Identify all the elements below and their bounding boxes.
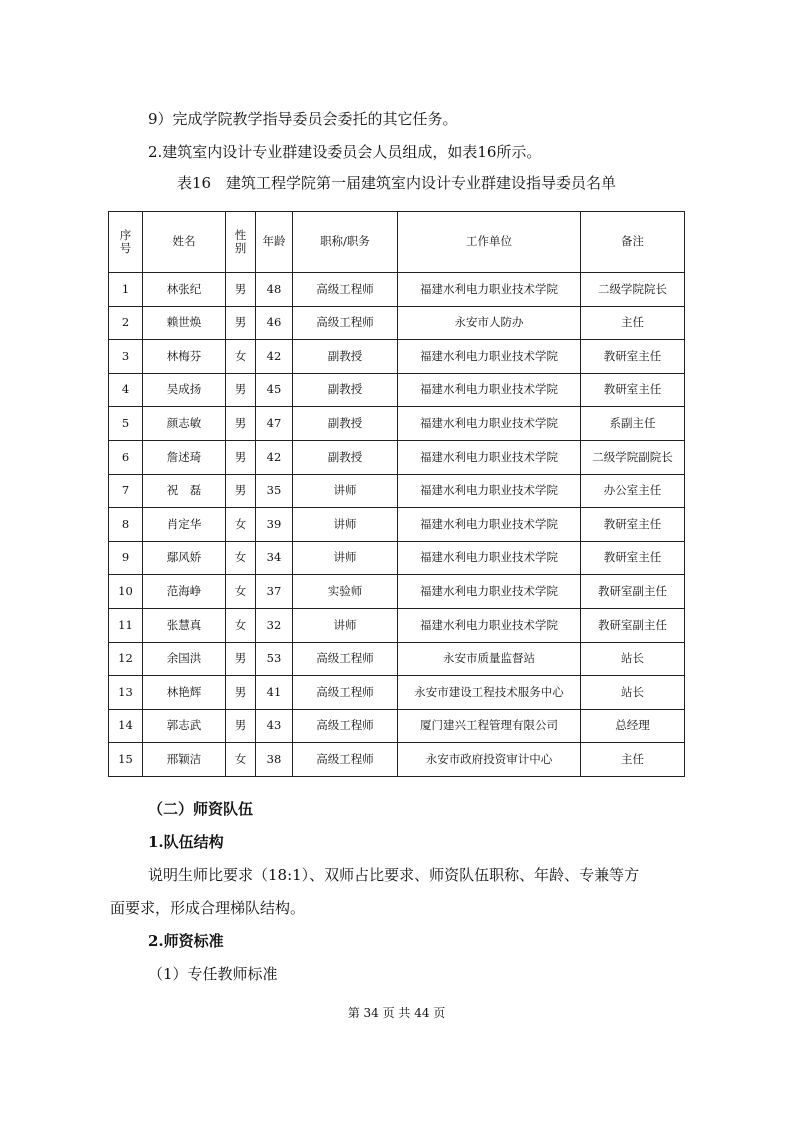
cell-name: 林梅芬: [143, 340, 226, 374]
cell-workplace: 福建水利电力职业技术学院: [398, 541, 581, 575]
cell-age: 42: [256, 440, 293, 474]
cell-remark: 总经理: [581, 709, 685, 743]
table-row: [109, 676, 685, 710]
cell-index: 7: [109, 474, 143, 508]
cell-name: 吴成扬: [143, 373, 226, 407]
cell-gender: 男: [226, 709, 256, 743]
table-row: [109, 575, 685, 609]
cell-index: 12: [109, 642, 143, 676]
cell-remark: 教研室主任: [581, 373, 685, 407]
table-row: [109, 642, 685, 676]
cell-remark: 教研室副主任: [581, 608, 685, 642]
cell-workplace: 福建水利电力职业技术学院: [398, 407, 581, 441]
table-row: [109, 273, 685, 307]
cell-gender: 男: [226, 273, 256, 307]
cell-remark: 主任: [581, 743, 685, 777]
cell-name: 詹述琦: [143, 440, 226, 474]
header-workplace: 工作单位: [398, 212, 581, 273]
cell-gender: 女: [226, 575, 256, 609]
cell-title: 高级工程师: [293, 306, 398, 340]
cell-gender: 男: [226, 642, 256, 676]
cell-remark: 二级学院院长: [581, 273, 685, 307]
table-row: [109, 440, 685, 474]
cell-index: 6: [109, 440, 143, 474]
cell-name: 张慧真: [143, 608, 226, 642]
page-footer: 第 34 页 共 44 页: [347, 1006, 446, 1020]
cell-workplace: 永安市人防办: [398, 306, 581, 340]
cell-gender: 女: [226, 340, 256, 374]
structure-text-line-1: 说明生师比要求（18:1）、双师占比要求、师资队伍职称、年龄、专兼等方: [148, 866, 640, 884]
cell-index: 11: [109, 608, 143, 642]
cell-gender: 男: [226, 676, 256, 710]
cell-gender: 男: [226, 306, 256, 340]
cell-age: 34: [256, 541, 293, 575]
cell-age: 45: [256, 373, 293, 407]
cell-index: 4: [109, 373, 143, 407]
table-row: [109, 608, 685, 642]
cell-age: 53: [256, 642, 293, 676]
cell-name: 鄢风娇: [143, 541, 226, 575]
cell-age: 47: [256, 407, 293, 441]
cell-age: 37: [256, 575, 293, 609]
structure-heading: 1.队伍结构: [148, 833, 224, 851]
table-row: [109, 743, 685, 777]
cell-workplace: 福建水利电力职业技术学院: [398, 440, 581, 474]
cell-title: 高级工程师: [293, 273, 398, 307]
cell-index: 9: [109, 541, 143, 575]
cell-gender: 女: [226, 541, 256, 575]
cell-index: 5: [109, 407, 143, 441]
cell-name: 余国洪: [143, 642, 226, 676]
cell-title: 高级工程师: [293, 709, 398, 743]
table-row: [109, 474, 685, 508]
header-index: 序号: [109, 212, 143, 273]
cell-gender: 女: [226, 743, 256, 777]
cell-gender: 女: [226, 608, 256, 642]
cell-workplace: 福建水利电力职业技术学院: [398, 474, 581, 508]
cell-age: 35: [256, 474, 293, 508]
cell-age: 42: [256, 340, 293, 374]
table-row: [109, 541, 685, 575]
cell-title: 讲师: [293, 608, 398, 642]
cell-remark: 站长: [581, 642, 685, 676]
standard-heading: 2.师资标准: [148, 932, 224, 950]
cell-index: 3: [109, 340, 143, 374]
cell-title: 副教授: [293, 440, 398, 474]
header-name: 姓名: [143, 212, 226, 273]
paragraph-item-9: 9）完成学院教学指导委员会委托的其它任务。: [148, 110, 458, 128]
header-remark: 备注: [581, 212, 685, 273]
cell-gender: 女: [226, 508, 256, 542]
cell-remark: 教研室副主任: [581, 575, 685, 609]
cell-index: 14: [109, 709, 143, 743]
cell-remark: 站长: [581, 676, 685, 710]
table-header-row: [109, 212, 685, 273]
cell-index: 10: [109, 575, 143, 609]
header-title: 职称/职务: [293, 212, 398, 273]
cell-title: 副教授: [293, 407, 398, 441]
cell-workplace: 福建水利电力职业技术学院: [398, 608, 581, 642]
cell-remark: 办公室主任: [581, 474, 685, 508]
cell-gender: 男: [226, 373, 256, 407]
cell-name: 林艳辉: [143, 676, 226, 710]
cell-workplace: 福建水利电力职业技术学院: [398, 273, 581, 307]
cell-name: 祝 磊: [143, 474, 226, 508]
cell-age: 43: [256, 709, 293, 743]
cell-workplace: 厦门建兴工程管理有限公司: [398, 709, 581, 743]
cell-index: 1: [109, 273, 143, 307]
paragraph-item-2: 2.建筑室内设计专业群建设委员会人员组成，如表16所示。: [148, 143, 542, 161]
cell-remark: 系副主任: [581, 407, 685, 441]
cell-title: 讲师: [293, 474, 398, 508]
table-row: [109, 508, 685, 542]
table-row: [109, 306, 685, 340]
cell-workplace: 福建水利电力职业技术学院: [398, 373, 581, 407]
cell-workplace: 福建水利电力职业技术学院: [398, 508, 581, 542]
table-row: [109, 340, 685, 374]
table-row: [109, 709, 685, 743]
cell-index: 2: [109, 306, 143, 340]
cell-workplace: 福建水利电力职业技术学院: [398, 575, 581, 609]
cell-name: 林张纪: [143, 273, 226, 307]
cell-index: 8: [109, 508, 143, 542]
cell-age: 41: [256, 676, 293, 710]
cell-age: 46: [256, 306, 293, 340]
cell-title: 讲师: [293, 541, 398, 575]
cell-workplace: 永安市建设工程技术服务中心: [398, 676, 581, 710]
cell-age: 48: [256, 273, 293, 307]
cell-remark: 教研室主任: [581, 340, 685, 374]
cell-index: 15: [109, 743, 143, 777]
cell-remark: 教研室主任: [581, 541, 685, 575]
cell-remark: 主任: [581, 306, 685, 340]
cell-name: 邢颖洁: [143, 743, 226, 777]
header-gender: 性别: [226, 212, 256, 273]
cell-title: 高级工程师: [293, 642, 398, 676]
cell-workplace: 福建水利电力职业技术学院: [398, 340, 581, 374]
cell-name: 肖定华: [143, 508, 226, 542]
cell-gender: 男: [226, 407, 256, 441]
cell-remark: 二级学院副院长: [581, 440, 685, 474]
table-row: [109, 373, 685, 407]
cell-gender: 男: [226, 440, 256, 474]
cell-index: 13: [109, 676, 143, 710]
cell-name: 赖世焕: [143, 306, 226, 340]
cell-workplace: 永安市质量监督站: [398, 642, 581, 676]
cell-age: 38: [256, 743, 293, 777]
cell-title: 高级工程师: [293, 743, 398, 777]
cell-gender: 男: [226, 474, 256, 508]
cell-title: 副教授: [293, 340, 398, 374]
cell-age: 39: [256, 508, 293, 542]
cell-title: 副教授: [293, 373, 398, 407]
cell-title: 实验师: [293, 575, 398, 609]
header-age: 年龄: [256, 212, 293, 273]
cell-remark: 教研室主任: [581, 508, 685, 542]
committee-table: [108, 211, 685, 777]
cell-name: 颜志敏: [143, 407, 226, 441]
table-row: [109, 407, 685, 441]
cell-name: 范海峥: [143, 575, 226, 609]
cell-title: 讲师: [293, 508, 398, 542]
cell-workplace: 永安市政府投资审计中心: [398, 743, 581, 777]
cell-name: 郭志武: [143, 709, 226, 743]
faculty-heading: （二）师资队伍: [148, 800, 254, 818]
cell-title: 高级工程师: [293, 676, 398, 710]
table-caption: 表16 建筑工程学院第一届建筑室内设计专业群建设指导委员名单: [176, 174, 617, 192]
structure-text-line-2: 面要求，形成合理梯队结构。: [110, 899, 306, 917]
cell-age: 32: [256, 608, 293, 642]
table-body: [109, 273, 685, 777]
fulltime-heading: （1）专任教师标准: [148, 965, 278, 983]
